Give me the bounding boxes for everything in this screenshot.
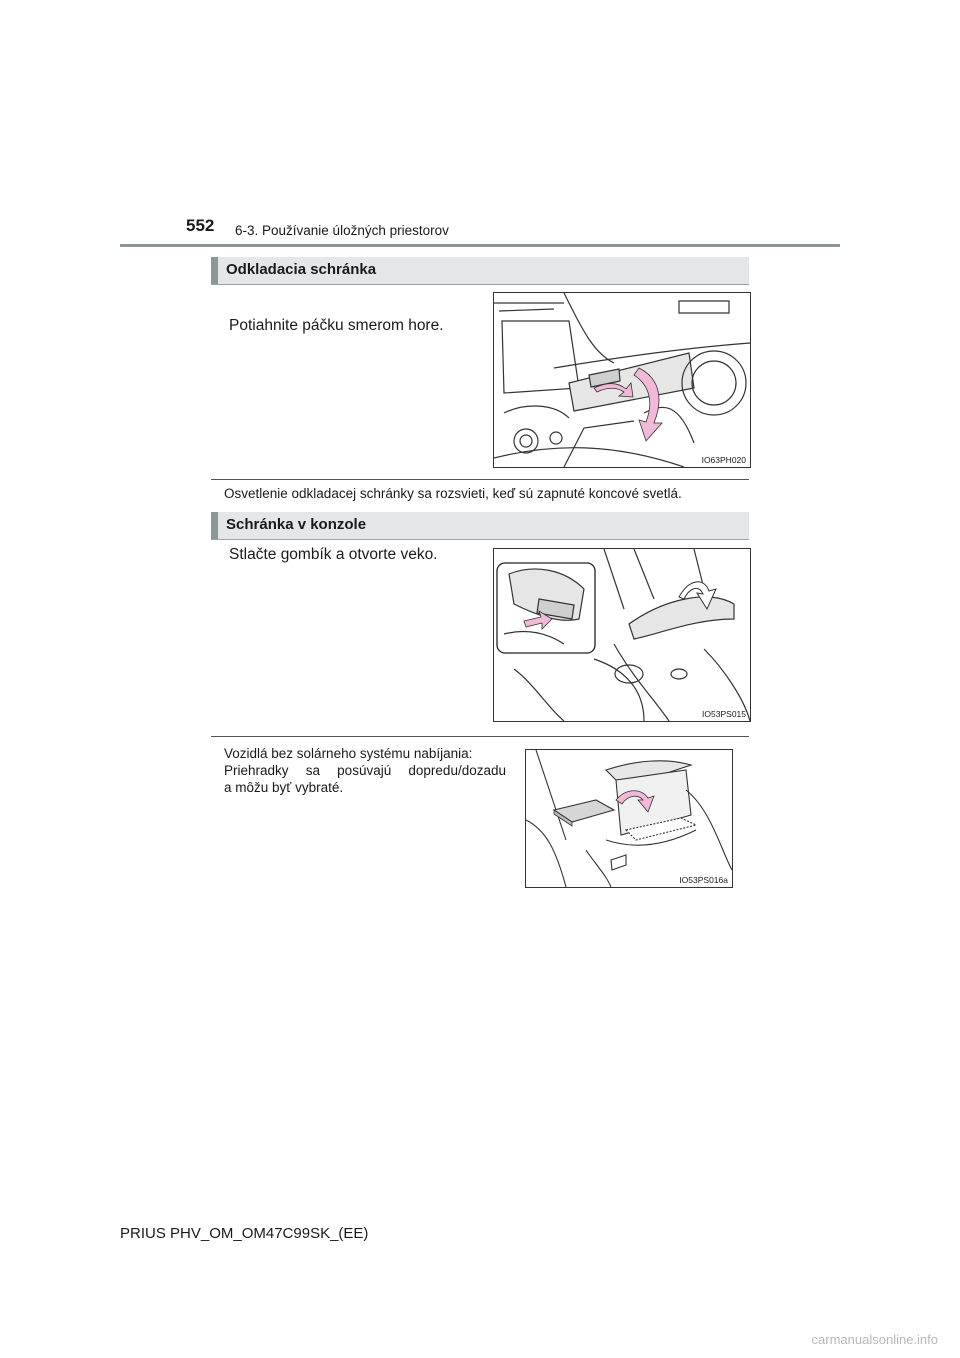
divider-line: [211, 736, 749, 737]
section-heading-console-box: [211, 512, 749, 540]
figure-code: IO53PS015: [702, 709, 746, 719]
chapter-title: 6-3. Používanie úložných priestorov: [235, 223, 449, 238]
figure-code: IO53PS016a: [679, 875, 728, 885]
console-trays-illustration: [525, 749, 733, 888]
section-heading-glovebox: [211, 257, 749, 285]
glovebox-illustration: [493, 292, 751, 468]
section-heading-label: Odkladacia schránka: [226, 261, 377, 278]
note-text: Osvetlenie odkladacej schránky sa rozsvieti, keď sú zapnuté koncové svetlá.: [224, 486, 682, 501]
heading-bar: [211, 257, 218, 284]
header-divider: [120, 244, 840, 247]
instruction-text: Stlačte gombík a otvorte veko.: [229, 546, 438, 563]
note-line: Priehradky sa posúvajú dopredu/dozadu: [224, 763, 506, 778]
figure-code: IO63PH020: [701, 455, 746, 465]
note-line: Vozidlá bez solárneho systému nabíjania:: [224, 746, 473, 761]
note-line: a môžu byť vybraté.: [224, 780, 344, 795]
heading-bar: [211, 512, 218, 539]
note-block: [224, 745, 506, 796]
page-number: 552: [186, 216, 215, 235]
footer-document-code: PRIUS PHV_OM_OM47C99SK_(EE): [120, 1225, 369, 1242]
instruction-text: Potiahnite páčku smerom hore.: [229, 317, 444, 334]
console-box-illustration: [493, 548, 751, 722]
watermark: carmanualsonline.info: [811, 1332, 938, 1347]
divider-line: [211, 479, 749, 480]
section-heading-label: Schránka v konzole: [226, 516, 367, 533]
